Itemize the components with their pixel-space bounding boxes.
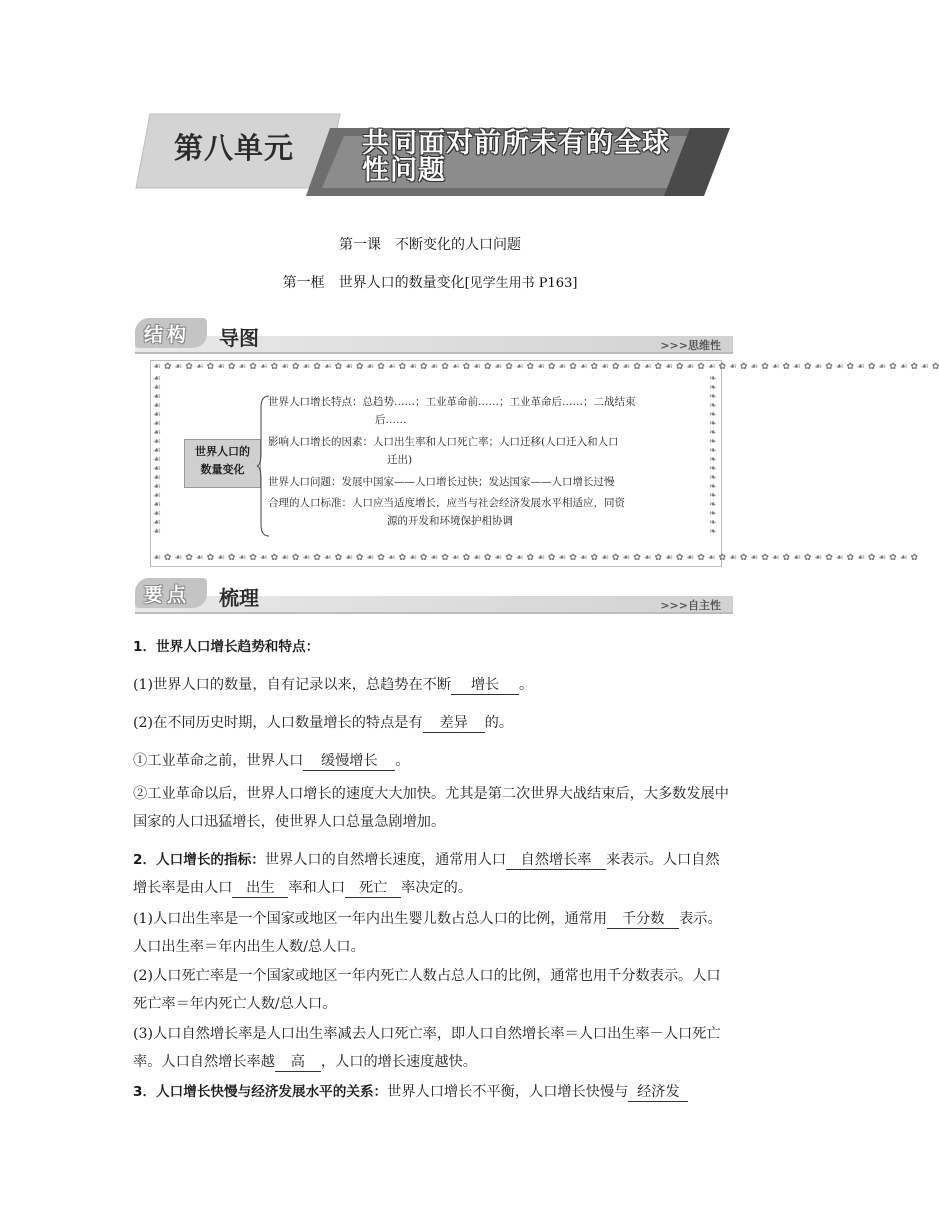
p5-end: 表示。人口出生率＝年内出生人数/总人口。 [133,911,722,955]
fill-blank: 差异 [423,714,485,733]
ornament-border-bottom: ☙ ✿ ☙ ✿ ☙ ✿ ☙ ✿ ☙ ✿ ☙ ✿ ☙ ✿ ☙ ✿ ☙ ✿ ☙ ✿ ☙ ✿ ☙ ✿ ☙ ✿ ☙ ✿ ☙ ✿ ☙ ✿ ☙ ✿ ☙ ✿ ☙ ✿ ☙ ✿ ☙ ✿ ☙ ✿ ☙ ✿ ☙ ✿ ☙ ✿ ☙ ✿ ☙ ✿ ☙ ✿ ☙ ✿ ☙ ✿ ☙ ✿ ☙ ✿ ☙ ✿ ☙ ✿ ☙ ✿ ☙ ✿ [153,553,919,563]
paragraph-1 [133,671,733,699]
p3-end: 。 [395,753,410,769]
paragraph-3 [133,747,733,775]
ornament-border-right: ❧ ❧ ❧ ❧ ❧ ❧ ❧ ❧ ❧ ❧ ❧ ❧ ❧ ❧ ❧ ❧ ❧ ❧ [709,374,717,537]
section-pill [135,318,207,348]
mindmap-brace [257,395,271,537]
heading-2-paragraph [133,846,733,902]
section-tag: >>>思维性 [660,339,721,352]
section-title: 梳理 [219,586,259,610]
fill-blank: 经济发 [628,1083,688,1102]
section-tag: >>>自主性 [660,599,721,612]
mindmap-root-line1: 世界人口的 [195,445,250,458]
fill-blank: 增长 [451,676,519,695]
heading-3-text: 3．人口增长快慢与经济发展水平的关系： [133,1084,388,1100]
p2-text: (2)在不同历史时期，人口数量增长的特点是有 [133,715,423,731]
h3-text: 世界人口增长不平衡，人口增长快慢与 [387,1084,629,1100]
mindmap-root-node [184,439,261,488]
section-pill [135,578,207,608]
mindmap-root-line2: 数量变化 [200,463,245,476]
ornament-border-left: ☙ ☙ ☙ ☙ ☙ ☙ ☙ ☙ ☙ ☙ ☙ ☙ ☙ ☙ ☙ ☙ ☙ ☙ [153,374,162,537]
fill-blank: 死亡 [345,879,401,898]
p2-end: 的。 [484,715,514,731]
section-title: 导图 [219,326,259,350]
fill-blank: 千分数 [607,910,679,929]
p1-end: 。 [519,677,534,693]
heading-2-text: 2．人口增长的指标： [133,852,265,868]
fill-blank: 自然增长率 [506,851,606,870]
book-reference: [见学生用书 P163] [464,276,578,291]
paragraph-5 [133,905,733,961]
heading-3-paragraph [133,1078,733,1106]
p5-text: (1)人口出生率是一个国家或地区一年内出生婴儿数占总人口的比例，通常用 [133,911,608,927]
mindmap-branch-standard-line2: 源的开发和环境保护相协调 [387,515,513,527]
frame-title: 第一框 世界人口的数量变化 [282,275,465,291]
paragraph-4: ②工业革命以后，世界人口增长的速度大大加快。尤其是第二次世界大战结束后，大多数发展中国家的人口迅猛增长，使世界人口总量急剧增加。 [133,786,729,830]
section-header-structure [135,318,733,358]
p3-text: ①工业革命之前，世界人口 [133,753,304,769]
fill-blank: 缓慢增长 [303,752,395,771]
h2-mid1: 来表示。人口自然增长率是由人口 [133,852,720,896]
lesson-title: 第一课 不断变化的人口问题 [339,237,521,253]
h2-end: 率决定的。 [401,880,473,896]
h2-text: 世界人口的自然增长速度，通常用人口 [264,852,507,868]
p7-text: (3)人口自然增长率是人口出生率减去人口死亡率，即人口自然增长率＝人口出生率－人口死亡率。人口自然增长率越 [133,1026,721,1070]
mindmap-branch-growth-line1: 世界人口增长特点：总趋势……；工业革命前……；工业革命后……；二战结束 [268,396,636,408]
p7-end: ，人口的增长速度越快。 [320,1054,477,1070]
unit-title: 共同面对前所未有的全球性问题 [362,128,670,186]
mindmap-branch-factors-line2: 迁出) [387,454,413,466]
section-header-points [135,578,733,618]
frame-title-line [0,272,860,292]
unit-banner [130,108,730,200]
paragraph-2 [133,709,733,737]
mind-map [150,360,939,567]
fill-blank: 高 [275,1053,321,1072]
h2-mid2: 率和人口 [288,880,346,896]
p1-text: (1)世界人口的数量，自有记录以来，总趋势在不断 [133,677,452,693]
unit-label: 第八单元 [174,131,295,165]
mindmap-branch-problems: 世界人口问题：发展中国家——人口增长过快；发达国家——人口增长过慢 [268,476,615,488]
ornament-border-top: ☙ ✿ ☙ ✿ ☙ ✿ ☙ ✿ ☙ ✿ ☙ ✿ ☙ ✿ ☙ ✿ ☙ ✿ ☙ ✿ ☙ ✿ ☙ ✿ ☙ ✿ ☙ ✿ ☙ ✿ ☙ ✿ ☙ ✿ ☙ ✿ ☙ ✿ ☙ ✿ ☙ ✿ ☙ ✿ ☙ ✿ ☙ ✿ ☙ ✿ ☙ ✿ ☙ ✿ ☙ ✿ ☙ ✿ ☙ ✿ ☙ ✿ ☙ ✿ ☙ ✿ ☙ ✿ ☙ ✿ ☙ ✿ ☙ ✿ [153,362,939,372]
paragraph-6: (2)人口死亡率是一个国家或地区一年内死亡人数占总人口的比例，通常也用千分数表示。人口死亡率＝年内死亡人数/总人口。 [133,968,721,1012]
section-pill-label: 要点 [144,584,191,606]
mindmap-branch-factors-line1: 影响人口增长的因素：人口出生率和人口死亡率；人口迁移(人口迁入和人口 [268,436,619,448]
mindmap-branch-standard-line1: 合理的人口标准：人口应当适度增长，应当与社会经济发展水平相适应，同资 [268,497,625,509]
mindmap-branch-growth-line2: 后…… [375,414,407,426]
fill-blank: 出生 [232,879,288,898]
heading-1-text: 1．世界人口增长趋势和特点： [133,639,320,655]
paragraph-7 [133,1020,733,1076]
heading-1 [133,633,733,661]
section-pill-label: 结构 [144,324,191,346]
